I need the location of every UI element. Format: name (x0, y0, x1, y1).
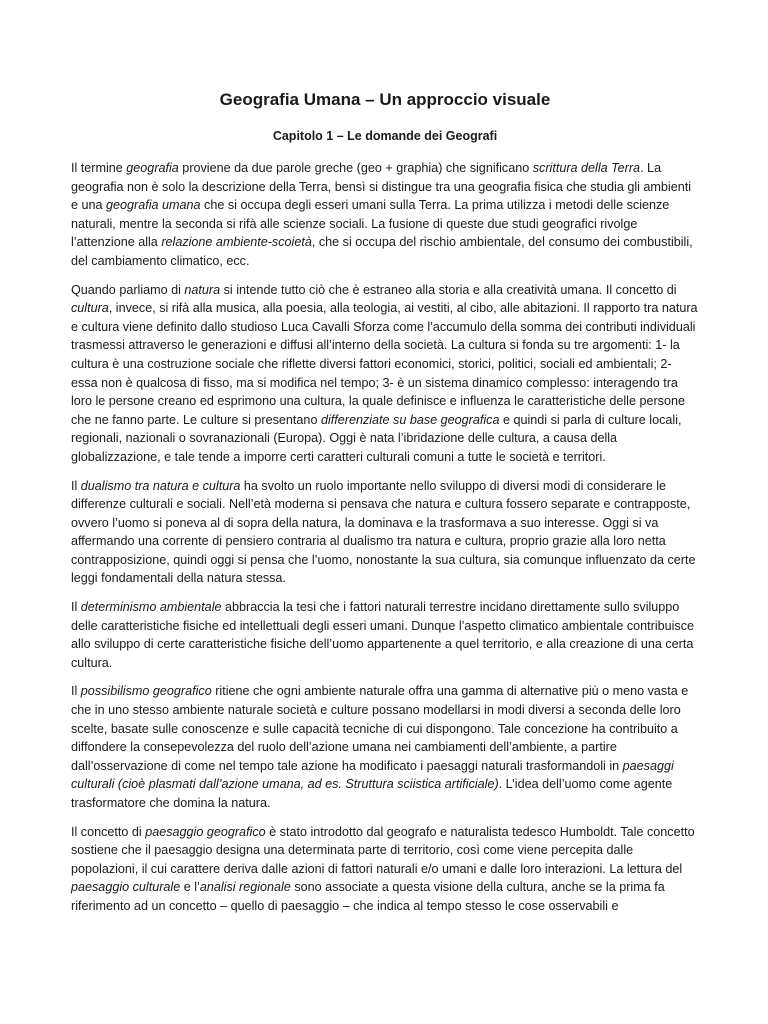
text-run: sono associate a questa visione della cultura, anche se la prima fa riferimento ad un concetto – quello di paesaggio – che indica al tempo stesso le cose osservabili e (71, 880, 665, 913)
italic-term: dualismo tra natura e cultura (80, 478, 241, 493)
italic-term: geografia (126, 161, 179, 175)
text-run: . La geografia non è solo la descrizione della Terra, bensì si distingue tra una geografia fisica che studia gli ambienti e una (71, 161, 692, 213)
italic-term: analisi regionale (199, 880, 291, 895)
text-run: Il termine (71, 161, 127, 175)
italic-term: paesaggio geografico (145, 824, 266, 839)
italic-term: paesaggio culturale (71, 880, 181, 895)
italic-term: differenziate su base geografica (320, 412, 500, 427)
chapter-heading: Capitolo 1 – Le domande dei Geografi (272, 129, 498, 143)
italic-term: determinismo ambientale (80, 600, 222, 615)
paragraph-terms (71, 159, 699, 271)
text-run: ritiene che ogni ambiente naturale offra una gamma di alternative più o meno vasta e che in uno stesso ambiente naturale società e culture possano modellarsi in modi diversi a seconda delle loro scelte, basate sulle conoscenze e sulle capacità tecniche di cui dispongono. Tale concezione ha contribuito a diffondere la consepevolezza del ruolo dell’azione umana nei cambiamenti dell’ambiente, a partire dall’osservazione di come nel tempo tale azione ha modificato i paesaggi naturali trasformandoli in (71, 684, 689, 773)
document-body (71, 159, 699, 916)
italic-term: paesaggi culturali (cioè plasmati dall’azione umana, ad es. Struttura sciistica artificiale) (71, 758, 674, 792)
italic-term: geografia umana (106, 198, 201, 213)
paragraph-determinism (71, 598, 699, 672)
italic-term: natura (184, 282, 221, 297)
paragraph-possibilism (71, 682, 699, 812)
text-run: che si occupa degli esseri umani sulla Terra. La prima utilizza i metodi delle scienze naturali, mentre la seconda si rifà alle scienze sociali. La fusione di queste due studi geografici rivolge l’attenzione alla (71, 198, 670, 250)
paragraph-nature-culture (71, 281, 699, 467)
document-title: Geografia Umana – Un approccio visuale (219, 90, 551, 109)
text-run: . L’idea dell’uomo come agente trasformatore che domina la natura. (71, 777, 673, 810)
text-run: , che si occupa del rischio ambientale, del consumo dei combustibili, del cambiamento climatico, ecc. (71, 235, 693, 268)
paragraph-dualism (71, 477, 699, 589)
text-run: , invece, si rifà alla musica, alla poesia, alla teologia, ai vestiti, al cibo, alle abitazioni. Il rapporto tra natura e cultura viene definito dallo studioso Luca Cavalli Sforza come l’accumulo della somma dei contributi individuali trasmessi attraverso le generazioni e diffusi all’interno della società. La cultura si fonda su tre argomenti: 1- la cultura è una costruzione sociale che riflette diversi fattori economici, storici, politici, sociali ed ambientali; 2- essa non è qualcosa di fisso, ma si modifica nel tempo; 3- è un sistema dinamico complesso: interagendo tra loro le persone creano ed esprimono una cultura, la quale definisce e influenza le caratteristiche delle persone che ne fanno parte. Le culture si presentano (71, 301, 698, 427)
text-run: e l’ (180, 880, 200, 895)
text-run: Il concetto di (71, 824, 146, 839)
text-run: e quindi si parla di culture locali, regionali, nazionali o sovranazionali (Europa). Oggi è nata l’ibridazione delle cultura, a causa della globalizzazione, e tale tende a imporre certi caratteri culturali comuni a tutte le società e territori. (71, 412, 682, 464)
paragraph-landscape (71, 823, 699, 916)
text-run: Il (71, 600, 81, 615)
text-run: proviene da due parole greche (geo + graphia) che significano (178, 161, 533, 175)
text-run: Quando parliamo di (71, 282, 185, 297)
italic-term: cultura (71, 301, 109, 316)
italic-term: possibilismo geografico (80, 684, 212, 699)
text-run: Il (71, 684, 81, 699)
text-run: Il (71, 478, 81, 493)
italic-term: relazione ambiente-scoietà (161, 235, 312, 250)
text-run: ha svolto un ruolo importante nello sviluppo di diversi modi di considerare le differenze culturali e sociali. Nell’età moderna si pensava che natura e cultura fossero separate e contrapposte, ovvero l’uomo si poneva al di sopra della natura, la dominava e la trasformava a suo interesse. Oggi si va affermando una corrente di pensiero contraria al dualismo tra natura e cultura, proprio grazie alla loro netta contrapposizione, quindi oggi si pensa che l’uomo, nonostante la sua cultura, sia comunque influenzato da certe leggi fondamentali della natura stessa. (71, 478, 696, 586)
text-run: si intende tutto ciò che è estraneo alla storia e alla creatività umana. Il concetto di (220, 282, 677, 297)
text-run: abbraccia la tesi che i fattori naturali terrestre incidano direttamente sullo sviluppo delle caratteristiche fisiche ed intellettuali degli esseri umani. Dunque l’aspetto climatico ambientale contribuisce allo sviluppo di certe caratteristiche fisiche dell’uomo appartenente a quel territorio, e alla creazione di una certa cultura. (71, 600, 695, 670)
italic-term: scrittura della Terra (532, 161, 641, 175)
text-run: è stato introdotto dal geografo e naturalista tedesco Humboldt. Tale concetto sostiene che il paesaggio designa una determinata parte di territorio, così come viene percepita dalle popolazioni, il cui carattere deriva dalle azioni di fattori naturali e/o umani e dalle loro interazioni. La lettura del (71, 824, 695, 876)
